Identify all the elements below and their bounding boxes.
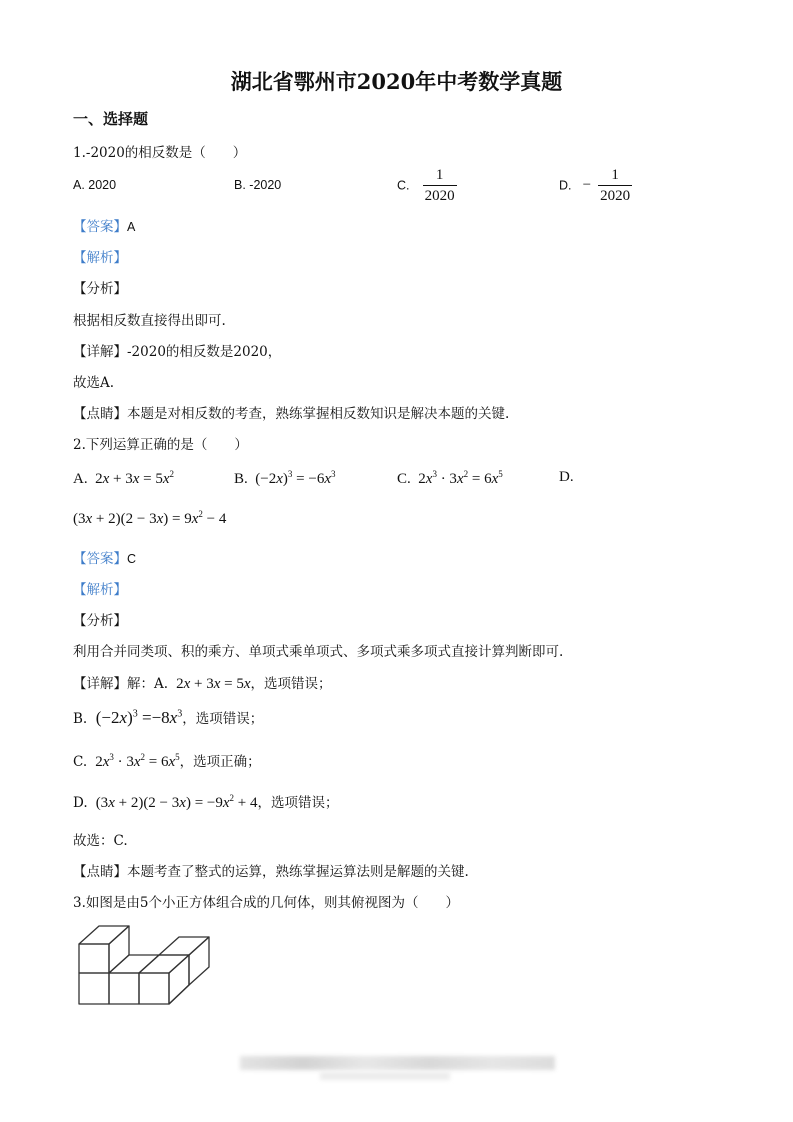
cube-top-face: [109, 955, 159, 973]
option-label: C.: [397, 471, 411, 487]
q1-fenxi-text: 根据相反数直接得出即可.: [73, 313, 226, 329]
q1-option-b: B. -2020: [234, 178, 282, 192]
q1-comment: 【点睛】本题是对相反数的考查，熟练掌握相反数知识是解决本题的关键.: [73, 406, 510, 422]
fraction-numerator: 1: [423, 165, 457, 186]
q2-detail-c: C. $2x^3 \cdot 3x^2 = 6x^5$，选项正确；: [73, 752, 261, 770]
detail-prefix: 【详解】解：A.: [73, 676, 169, 692]
q1-option-c: [397, 165, 457, 206]
cube-front-face: [109, 973, 139, 1004]
q2-stem: 2.下列运算正确的是（ ）: [73, 437, 248, 453]
minus-sign: −: [582, 177, 592, 193]
q2-option-a: A. $2x + 3x = 5x^2$: [73, 469, 175, 487]
verdict-wrong: ，选项错误；: [257, 795, 339, 811]
blurred-watermark: [240, 1056, 555, 1070]
cube-front-face: [139, 973, 169, 1004]
q2-detail-a: 【详解】解：A. 2x + 3x = 5x，选项错误；: [73, 676, 332, 692]
q1-answer: [73, 215, 135, 235]
q1-stem: 1.-2020的相反数是（ ）: [73, 145, 247, 161]
q2-choose: 故选：C.: [73, 833, 128, 849]
q1-choose: 故选A.: [73, 375, 115, 391]
q1-option-d-fraction: [598, 165, 632, 206]
cube-top-face: [139, 955, 189, 973]
q3-stem: 3.如图是由5个小正方体组合成的几何体，则其俯视图为（ ）: [73, 895, 459, 911]
q2-answer: [73, 547, 136, 567]
line-label: C.: [73, 754, 88, 770]
q2-detail-b: B. $(-2x)^3 =-8x^3$，选项错误；: [73, 708, 264, 727]
answer-tag: 【答案】: [73, 219, 127, 235]
cube-figure: [70, 920, 220, 1012]
answer-tag: 【答案】: [73, 551, 127, 567]
q2-option-d-label: D.: [559, 469, 574, 485]
fraction-denominator: 2020: [600, 188, 631, 204]
verdict-right: ，选项正确；: [179, 754, 261, 770]
q2-fenxi-tag: 【分析】: [73, 613, 127, 629]
q1-option-d: [559, 165, 632, 206]
q1-option-c-fraction: [423, 165, 457, 206]
cube-front-face: [79, 973, 109, 1004]
line-label: D.: [73, 795, 88, 811]
cube-side-face: [169, 955, 189, 1004]
q1-option-a: A. 2020: [73, 178, 117, 192]
verdict-wrong: ，选项错误；: [182, 711, 264, 727]
cube-top-face: [79, 926, 129, 944]
blurred-watermark: [320, 1072, 450, 1080]
q2-option-b: B. $(-2x)^3 = -6x^3$: [234, 469, 336, 487]
line-label: B.: [73, 711, 88, 727]
option-label: A.: [73, 471, 88, 487]
q1-jiexi-tag: 【解析】: [73, 250, 127, 266]
page-title: 湖北省鄂州市2020年中考数学真题: [230, 69, 563, 94]
q1-fenxi-tag: 【分析】: [73, 281, 127, 297]
verdict-wrong: ，选项错误；: [250, 676, 332, 692]
q1-option-d-label: D.: [559, 178, 572, 193]
section-heading: 一、选择题: [73, 110, 149, 128]
answer-value: C: [127, 552, 137, 566]
option-label: B.: [234, 471, 248, 487]
q2-comment: 【点睛】本题考查了整式的运算，熟练掌握运算法则是解题的关键.: [73, 864, 469, 880]
fraction-denominator: 2020: [424, 188, 455, 204]
q1-detail: 【详解】-2020的相反数是2020，: [73, 344, 282, 360]
answer-value: A: [127, 220, 136, 234]
fraction-numerator: 1: [598, 165, 632, 186]
cube-side-face: [189, 937, 209, 985]
q2-option-c: C. $2x^3 \cdot 3x^2 = 6x^5$: [397, 469, 503, 487]
cube-front-face: [79, 944, 109, 973]
q2-detail-d: D. $(3x + 2)(2 - 3x) = -9x^2 + 4$，选项错误；: [73, 793, 339, 811]
q1-option-c-label: C.: [397, 178, 410, 193]
cube-side-face: [109, 926, 129, 973]
q2-jiexi-tag: 【解析】: [73, 582, 127, 598]
q2-option-d: $(3x + 2)(2 - 3x) = 9x^2 - 4$: [73, 509, 227, 527]
q2-fenxi-text: 利用合并同类项、积的乘方、单项式乘单项式、多项式乘多项式直接计算判断即可.: [73, 644, 564, 660]
cube-top-face: [159, 937, 209, 955]
